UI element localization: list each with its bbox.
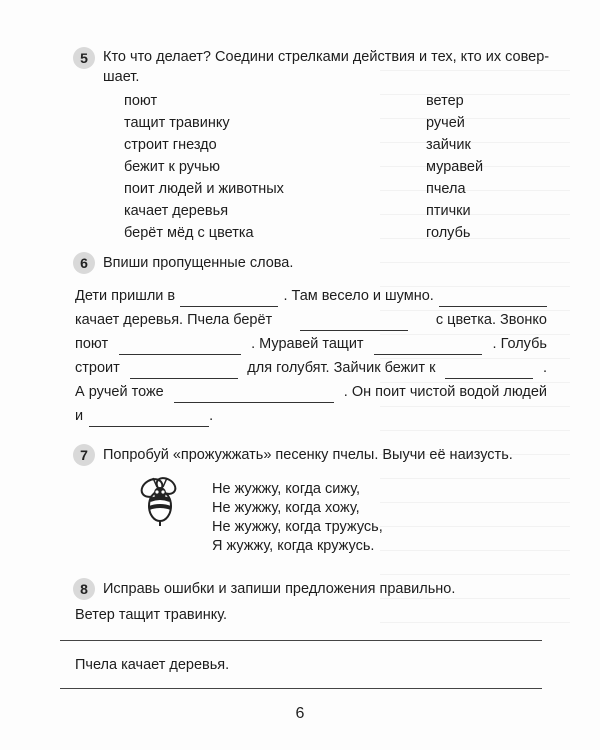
fill-line-3 [75, 333, 547, 355]
task-7-number: 7 [73, 444, 95, 466]
text-fragment: с цветка. Звонко [435, 312, 547, 328]
fill-line-5 [75, 381, 547, 403]
text-fragment: строит [75, 360, 120, 376]
action-item[interactable]: поют [124, 93, 158, 109]
action-item[interactable]: берёт мёд с цветка [124, 225, 254, 241]
bee-icon [130, 470, 190, 530]
actor-item[interactable]: ручей [426, 115, 465, 131]
action-item[interactable]: качает деревья [124, 203, 229, 219]
actions-column [124, 90, 284, 244]
actor-item[interactable]: ветер [426, 93, 464, 109]
actors-column [426, 90, 483, 244]
text-fragment: . Там весело и шумно. [283, 288, 434, 304]
action-item[interactable]: бежит к ручью [124, 159, 221, 175]
task-6-title: Впиши пропущенные слова. [103, 255, 294, 271]
text-fragment: . [209, 408, 214, 424]
actor-item[interactable]: пчела [426, 181, 466, 197]
action-item[interactable]: поит людей и животных [124, 181, 284, 197]
answer-line-2[interactable] [60, 688, 542, 689]
actor-item[interactable]: голубь [426, 225, 471, 241]
action-item[interactable]: тащит травинку [124, 115, 230, 131]
text-fragment: и [75, 408, 84, 424]
blank-field[interactable] [180, 293, 278, 307]
poem-line: Не жужжу, когда хожу, [212, 500, 360, 516]
blank-field[interactable] [89, 413, 209, 427]
blank-field[interactable] [119, 341, 241, 355]
task-6-number: 6 [73, 252, 95, 274]
text-fragment: Дети пришли в [75, 288, 176, 304]
bee-poem [212, 480, 383, 556]
text-fragment: для голубят. Зайчик бежит к [247, 360, 436, 376]
incorrect-sentence-2: Пчела качает деревья. [75, 657, 230, 673]
answer-line-1[interactable] [60, 640, 542, 641]
text-fragment: поют [75, 336, 109, 352]
blank-field[interactable] [300, 317, 408, 331]
blank-field[interactable] [439, 293, 547, 307]
actor-item[interactable]: муравей [426, 159, 484, 175]
task-5-title-line2: шает. [103, 69, 140, 85]
actor-item[interactable]: птички [426, 203, 471, 219]
action-item[interactable]: строит гнездо [124, 137, 217, 153]
task-7-title: Попробуй «прожужжать» песенку пчелы. Выучи её наизусть. [103, 447, 513, 463]
text-fragment: качает деревья. Пчела берёт [75, 312, 273, 328]
text-fragment: . [542, 360, 547, 376]
task-5-number: 5 [73, 47, 95, 69]
task-8-number: 8 [73, 578, 95, 600]
text-fragment: . Голубь [492, 336, 547, 352]
incorrect-sentence-1: Ветер тащит травинку. [75, 607, 228, 623]
text-fragment: . Он поит чистой водой людей [343, 384, 547, 400]
text-fragment: . Муравей тащит [251, 336, 364, 352]
fill-line-1 [75, 285, 547, 307]
text-fragment: А ручей тоже [75, 384, 164, 400]
poem-line: Не жужжу, когда сижу, [212, 481, 361, 497]
poem-line: Я жужжу, когда кружусь. [212, 538, 375, 554]
task-8-title: Исправь ошибки и запиши предложения правильно. [103, 581, 456, 597]
poem-line: Не жужжу, когда тружусь, [212, 519, 383, 535]
blank-field[interactable] [174, 389, 334, 403]
fill-line-6 [75, 405, 547, 427]
fill-line-2 [75, 309, 547, 331]
page-number: 6 [295, 705, 305, 722]
fill-line-4 [75, 357, 547, 379]
actor-item[interactable]: зайчик [426, 137, 471, 153]
task-5-title-line1: Кто что делает? Соедини стрелками действия и тех, кто их совер- [103, 49, 550, 65]
blank-field[interactable] [445, 365, 533, 379]
blank-field[interactable] [130, 365, 238, 379]
blank-field[interactable] [374, 341, 482, 355]
